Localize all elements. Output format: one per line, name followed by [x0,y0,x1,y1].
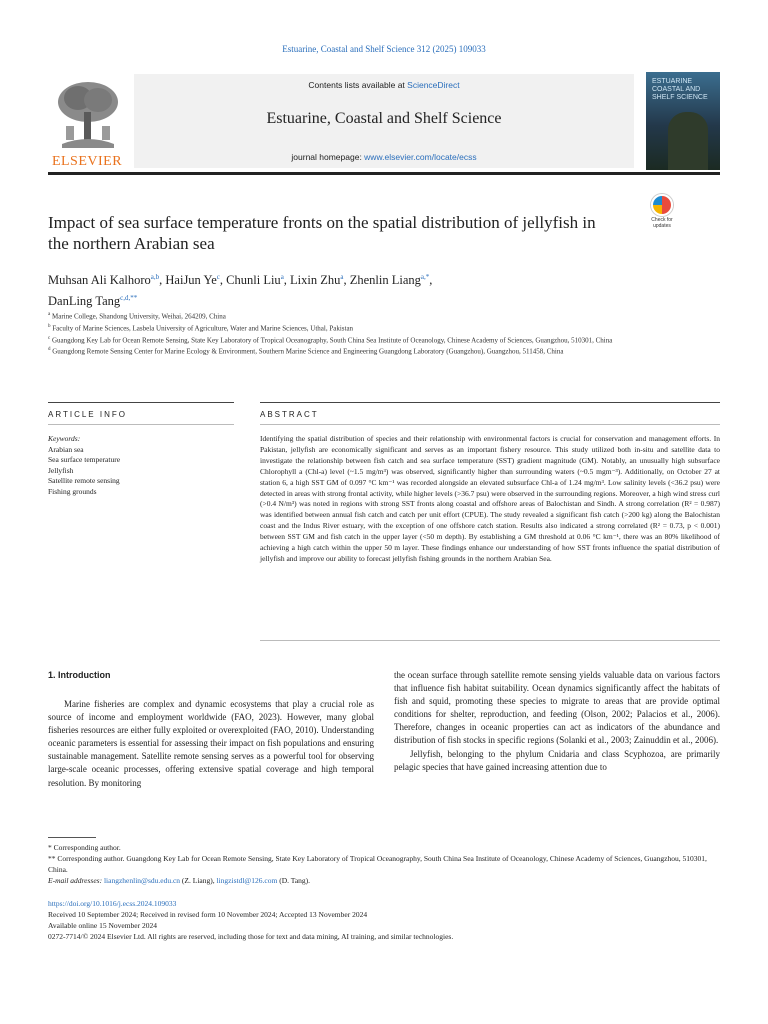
email-link-tang[interactable]: lingzistdl@126.com [216,876,278,885]
sciencedirect-link[interactable]: ScienceDirect [407,80,460,90]
affiliations [48,310,668,357]
footnote-corresponding-2: ** Corresponding author. Guangdong Key Lab for Ocean Remote Sensing, State Key Laboratory of Tropical Oceanography, South China Sea Institute of Oceanology, Chinese Academy of Sciences, Guangzhou, 510301, China. [48,854,707,874]
elsevier-wordmark: ELSEVIER [51,154,123,169]
author-list [48,268,668,310]
keyword-item: Fishing grounds [48,486,97,496]
article-info-heading: ARTICLE INFO [48,410,127,419]
journal-cover-image[interactable] [646,72,720,170]
footnotes [48,842,720,886]
elsevier-tree-icon [52,78,124,150]
introduction-heading: 1. Introduction [48,670,111,680]
keyword-item: Arabian sea [48,444,84,454]
divider [48,424,234,425]
affiliation-item: $^c$ Guangdong Key Lab for Ocean Remote Sensing, State Key Laboratory of Tropical Oceanography, South China Sea Institute of Oceanology, Chinese Academy of Sciences, Guangzhou, 510301, China [48,335,613,344]
divider [260,640,720,641]
footnote-divider [48,837,96,838]
crossmark-label: Check for updates [651,217,673,229]
body-column-left [48,698,374,790]
journal-homepage-link[interactable]: www.elsevier.com/locate/ecss [364,152,477,162]
homepage-line [134,152,634,162]
journal-masthead [48,72,720,170]
crossmark-icon [651,194,673,216]
keywords-block [48,434,234,497]
doi-link[interactable]: https://doi.org/10.1016/j.ecss.2024.109033 [48,899,177,908]
divider [48,402,234,403]
keyword-item: Jellyfish [48,465,74,475]
email-link-liang[interactable]: liangzhenlin@sdu.edu.cn [103,876,181,885]
journal-citation[interactable]: Estuarine, Coastal and Shelf Science 312 (2025) 109033 [282,44,486,54]
publication-info [48,898,720,942]
elsevier-logo[interactable] [48,78,126,168]
affiliation-item: $^a$ Marine College, Shandong University, Weihai, 264209, China [48,312,226,321]
author-item[interactable]: Lixin Zhu$^a$, [290,273,350,288]
author-item[interactable]: Zhenlin Liang$^{a,*}$, [349,273,433,288]
paragraph: Jellyfish, belonging to the phylum Cnidaria and class Scyphozoa, are primarily pelagic species that have gained increasing attention due to [394,748,720,772]
contents-line [134,80,634,90]
abstract-heading: ABSTRACT [260,410,319,419]
divider [260,424,720,425]
received-dates: Received 10 September 2024; Received in revised form 10 November 2024; Accepted 13 November 2024 [48,910,368,919]
paragraph: the ocean surface through satellite remote sensing yields valuable data on various factors that influence fish habitat suitability. Ocean dynamics significantly affect the habitats of fish and squid, promoting these species to migrate to areas that are provide optimal conditions for shelter, reproduction, and feeding (Olson, 2002; Palacios et al., 2006). Therefore, changes in oceanic properties can act as indicators of the abundance and distribution of fish stocks in specific regions (Solanki et al., 2003; Zainuddin et al., 2006). [394,670,720,746]
copyright-line: 0272-7714/© 2024 Elsevier Ltd. All rights are reserved, including those for text and data mining, AI training, and similar technologies. [48,932,454,941]
keyword-item: Sea surface temperature [48,455,121,464]
check-for-updates-badge[interactable] [647,194,677,228]
author-item[interactable]: Chunli Liu$^a$, [226,273,291,288]
header-divider [48,172,720,175]
article-title: Impact of sea surface temperature fronts on the spatial distribution of jellyfish in the northern Arabian sea [48,213,596,253]
cover-title: ESTUARINE COASTAL AND SHELF SCIENCE [652,78,708,101]
paragraph: Marine fisheries are complex and dynamic ecosystems that play a crucial role as source of income and employment worldwide (FAO, 2023). However, many global fisheries resources are either fully exploited or overexploited (FAO, 2010). Understanding oceanic parameters is essential for assessing their impact on fish populations and ensuring sustainable management. Satellite remote sensing serves as a powerful tool for observing large-scale oceanic processes, offering extensive spatial coverage and high temporal resolution. By monitoring [48,699,374,788]
abstract-text: Identifying the spatial distribution of species and their relationship with environmental factors is crucial for conservation and management efforts. In Pakistan, jellyfish are economically significant and serves as an important fishery resource. This study utilized both in-situ and satellite data to investigate the relationship between fish catch and sea surface temperature (SST) gradient magnitude (GM). Notably, an unusually high subsurface Chlorophyll a (Chl-a) level (~1.5 mg/m³) was observed, significantly higher than surrounding waters (~0.5 mgm⁻³). Additionally, on October 27 at station 6, a high SST GM of 0.097 °C km⁻¹ was recorded alongside an elevated subsurface Chl-a of 1.24 mg/m³. Low salinity levels (<36.2 psu) were detected in areas with strong frontal activity, while higher levels (>36.7 psu) were observed in the surrounding regions. Moreover, a high wind stress curl (>0.4 N/m³) was noted in regions with strong SST fronts along coastal and offshore areas of Balochistan and Sindh. A strong correlation (R² = 0.987) was identified between annual fish catch and catch per unit effort (CPUE). The study revealed a significant fish catch (>200 kg) along the Balochistan coast and the Indus River estuary, with the exception of one offshore catch station. Results also indicated a strong correlated (R² = 0.73, p < 0.001) between SST GM and fish catch in the upper layer (<50 m depth). By establishing a GM threshold at 0.06 °C km⁻¹, there was an 80% likelihood of achieving a high catch within the upper 50 m layer. These findings enhance our understanding of how SST fronts influence the spatial distribution of jellyfish and improve our ability to forecast jellyfish fishing grounds in the northern Arabian Sea. [260,434,720,563]
journal-title: Estuarine, Coastal and Shelf Science [266,110,502,127]
body-column-right [394,669,720,774]
contents-prefix: Contents lists available at [308,80,408,90]
keyword-item: Satellite remote sensing [48,476,120,485]
footnote-emails: E-mail addresses: liangzhenlin@sdu.edu.cn (Z. Liang), lingzistdl@126.com (D. Tang). [48,876,311,885]
divider [260,402,720,403]
footnote-corresponding-1: * Corresponding author. [48,843,121,852]
keywords-label: Keywords: [48,434,81,443]
homepage-prefix: journal homepage: [291,152,365,162]
email-label: E-mail addresses: [48,876,104,885]
affiliation-item: $^b$ Faculty of Marine Sciences, Lasbela University of Agriculture, Water and Marine Sciences, Uthal, Pakistan [48,323,354,333]
cover-landscape-shape [668,112,708,170]
available-online: Available online 15 November 2024 [48,921,157,930]
author-item[interactable]: HaiJun Ye$^c$, [165,273,227,288]
journal-header-box [134,74,634,168]
affiliation-item: $^d$ Guangdong Remote Sensing Center for Marine Ecology & Environment, Southern Marine Science and Engineering Guangdong Laboratory (Guangzhou), Guangzhou, 511458, China [48,347,564,356]
author-item[interactable]: DanLing Tang$^{c,d,**}$ [48,294,138,309]
author-item[interactable]: Muhsan Ali Kalhoro$^{a,b}$, [48,273,166,288]
